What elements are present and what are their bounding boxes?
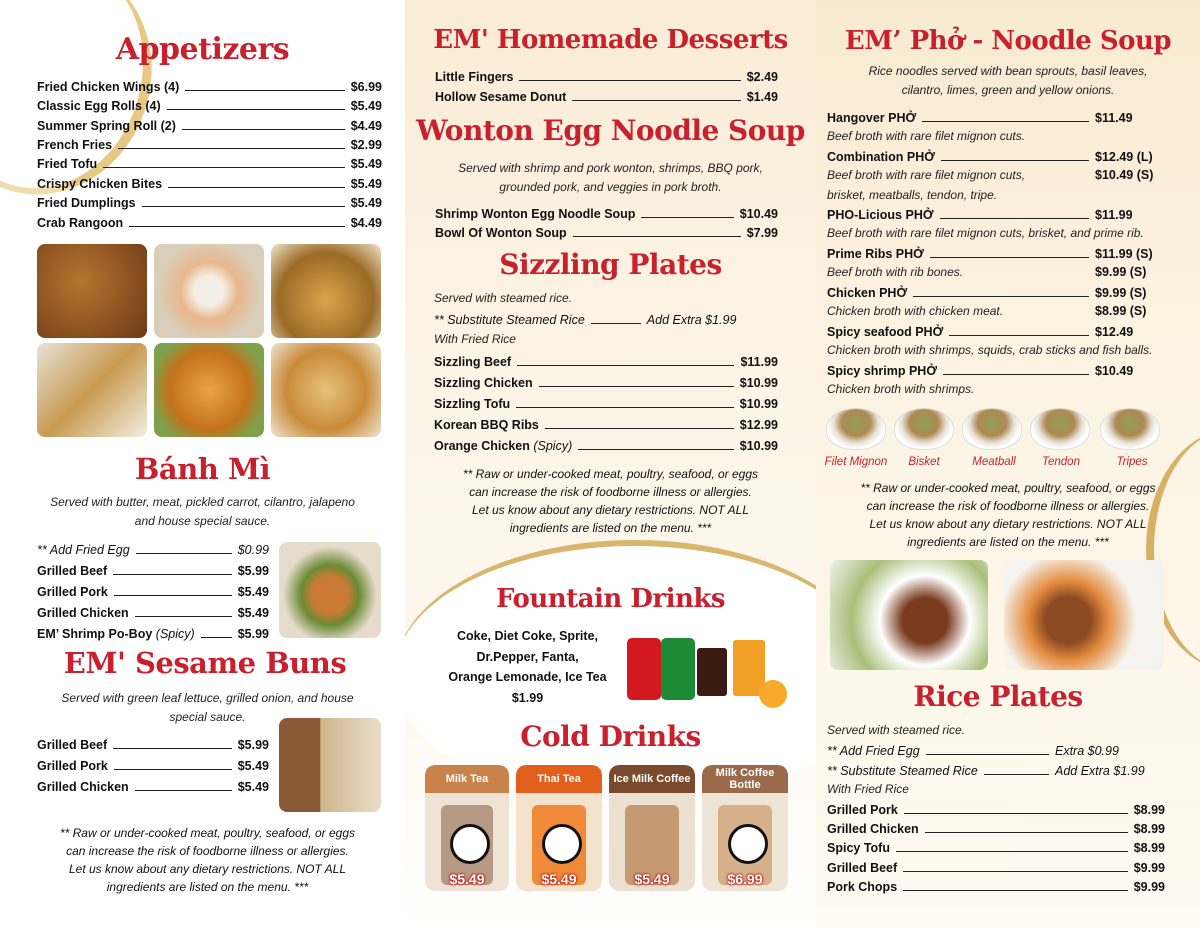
- menu-item: Sizzling Tofu $10.99: [434, 397, 778, 411]
- menu-item: Spicy Tofu $8.99: [827, 841, 1165, 855]
- menu-item: ** Substitute Steamed Rice Add Extra $1.99: [827, 764, 1145, 778]
- allergy-note: ** Raw or under-cooked meat, poultry, seafood, or eggs can increase the risk of foodborne illness or allergies. Let us know about any dietary restrictions. NOT ALL ingredients are listed on the menu. ***: [59, 826, 356, 894]
- menu-item: Prime Ribs PHỞ $11.99 (S): [827, 247, 1153, 261]
- pho-bowl-photo: [826, 408, 886, 450]
- menu-item: Pork Chops $9.99: [827, 880, 1165, 894]
- menu-item: Korean BBQ Ribs $12.99: [434, 418, 778, 432]
- menu-item-price: $8.99 (S): [1095, 304, 1147, 318]
- banh-mi-title: Bánh Mì: [134, 452, 271, 486]
- menu-item: ** Add Fried Egg $0.99: [37, 543, 269, 557]
- menu-item-price: $10.49 (S): [1095, 168, 1154, 182]
- rice-plate-photo: [830, 560, 988, 670]
- menu-item: Fried Chicken Wings (4) $6.99: [37, 80, 382, 94]
- item-description: Beef broth with rare filet mignon cuts, brisket, and prime rib.: [827, 226, 1144, 240]
- banh-mi-photo: [279, 542, 381, 638]
- menu-item: Grilled Pork $5.49: [37, 585, 269, 599]
- fountain-drinks-list: Coke, Diet Coke, Sprite, Dr.Pepper, Fanta, Orange Lemonade, Ice Tea $1.99: [448, 629, 607, 705]
- fried-dumplings-photo: [37, 343, 147, 437]
- sesame-buns-description: Served with green leaf lettuce, grilled onion, and house special sauce.: [61, 691, 354, 724]
- menu-item: Hangover PHỞ $11.49: [827, 111, 1133, 125]
- pho-bowl-photo: [894, 408, 954, 450]
- menu-item: Hollow Sesame Donut $1.49: [435, 90, 778, 104]
- menu-item: Grilled Chicken $5.49: [37, 780, 269, 794]
- pho-title: EM’ Phở - Noodle Soup: [844, 26, 1172, 56]
- menu-item: Grilled Chicken $5.49: [37, 606, 269, 620]
- item-description: Beef broth with rare filet mignon cuts,: [827, 168, 1026, 182]
- menu-item: Summer Spring Roll (2) $4.49: [37, 119, 382, 133]
- banh-mi-description: Served with butter, meat, pickled carrot, cilantro, jalapeno and house special sauce.: [50, 495, 355, 528]
- menu-item: Crispy Chicken Bites $5.49: [37, 177, 382, 191]
- menu-item: EM’ Shrimp Po-Boy (Spicy) $5.99: [37, 627, 269, 641]
- menu-item: Sizzling Beef $11.99: [434, 355, 778, 369]
- menu-item: PHO-Licious PHỞ $11.99: [827, 208, 1133, 222]
- menu-item: ** Substitute Steamed Rice Add Extra $1.99: [434, 313, 737, 327]
- left-panel: [0, 0, 405, 929]
- sesame-buns-photo: [279, 718, 381, 812]
- item-description: Beef broth with rare filet mignon cuts.: [827, 129, 1026, 143]
- drink-card-milk-tea: Milk Tea $5.49: [425, 765, 509, 891]
- pho-description: Rice noodles served with bean sprouts, basil leaves, cilantro, limes, green and yellow onions.: [868, 64, 1148, 97]
- menu-item: Grilled Pork $5.49: [37, 759, 269, 773]
- allergy-note: ** Raw or under-cooked meat, poultry, seafood, or eggs can increase the risk of foodborne illness or allergies. Let us know about any dietary restrictions. NOT ALL ingredients are listed on the menu. ***: [462, 467, 759, 535]
- sizzling-title: Sizzling Plates: [499, 248, 722, 281]
- item-description: brisket, meatballs, tendon, tripe.: [827, 188, 998, 202]
- item-description: Chicken broth with shrimps.: [827, 382, 975, 396]
- wonton-title: Wonton Egg Noodle Soup: [416, 114, 805, 147]
- rice-substitute-note: With Fried Rice: [827, 782, 909, 796]
- sesame-buns-title: EM' Sesame Buns: [63, 646, 347, 680]
- pho-bowl-photo: [1030, 408, 1090, 450]
- menu-item: Crab Rangoon $4.49: [37, 216, 382, 230]
- item-description: Chicken broth with shrimps, squids, crab sticks and fish balls.: [827, 343, 1153, 357]
- menu-item: Shrimp Wonton Egg Noodle Soup $10.49: [435, 207, 778, 221]
- menu-item: Chicken PHỞ $9.99 (S): [827, 286, 1147, 300]
- crab-rangoon-photo: [271, 343, 381, 437]
- menu-item: Grilled Beef $5.99: [37, 564, 269, 578]
- fountain-title: Fountain Drinks: [495, 584, 726, 614]
- dumplings-photo: [271, 244, 381, 338]
- menu-item: Grilled Chicken $8.99: [827, 822, 1165, 836]
- sizzling-description: Served with steamed rice.: [434, 291, 573, 305]
- menu-item: Little Fingers $2.49: [435, 70, 778, 84]
- soda-cans-photo: [623, 624, 795, 708]
- item-description: Chicken broth with chicken meat.: [827, 304, 1004, 318]
- menu-item: Fried Tofu $5.49: [37, 157, 382, 171]
- allergy-note: ** Raw or under-cooked meat, poultry, seafood, or eggs can increase the risk of foodborne illness or allergies. Let us know about any dietary restrictions. NOT ALL ingredients are listed on the menu. ***: [860, 481, 1156, 549]
- cold-drinks-title: Cold Drinks: [520, 720, 701, 753]
- menu-item: Grilled Beef $9.99: [827, 861, 1165, 875]
- spring-roll-photo: [154, 244, 264, 338]
- chicken-wings-photo: [37, 244, 147, 338]
- menu-item: Fried Dumplings $5.49: [37, 196, 382, 210]
- sizzling-substitute-note: With Fried Rice: [434, 332, 516, 346]
- menu-item: Sizzling Chicken $10.99: [434, 376, 778, 390]
- cut-label: Tripes: [1116, 456, 1148, 468]
- pho-bowl-photo: [1100, 408, 1160, 450]
- menu-item: Spicy shrimp PHỞ $10.49: [827, 364, 1134, 378]
- menu-item: ** Add Fried Egg Extra $0.99: [827, 744, 1119, 758]
- appetizers-title: Appetizers: [115, 32, 290, 67]
- rice-plate-photo: [1004, 560, 1164, 670]
- drink-card-milk-coffee-bottle: Milk Coffee Bottle $6.99: [702, 765, 788, 891]
- drink-card-thai-tea: Thai Tea $5.49: [516, 765, 602, 891]
- cut-label: Meatball: [972, 456, 1016, 468]
- rice-description: Served with steamed rice.: [827, 723, 966, 737]
- wonton-description: Served with shrimp and pork wonton, shrimps, BBQ pork, grounded pork, and veggies in pork broth.: [458, 161, 763, 194]
- menu-item: Combination PHỞ $12.49 (L): [827, 150, 1153, 164]
- right-panel: [816, 0, 1200, 929]
- cut-label: Filet Mignon: [824, 456, 888, 468]
- pho-bowl-photo: [962, 408, 1022, 450]
- middle-panel: [405, 0, 816, 929]
- item-description: Beef broth with rib bones.: [827, 265, 964, 279]
- drink-card-ice-milk-coffee: Ice Milk Coffee $5.49: [609, 765, 695, 891]
- menu-item: Classic Egg Rolls (4) $5.49: [37, 99, 382, 113]
- menu-item: Spicy seafood PHỞ $12.49: [827, 325, 1134, 339]
- menu-item: Orange Chicken (Spicy) $10.99: [434, 439, 778, 453]
- menu-item: French Fries $2.99: [37, 138, 382, 152]
- menu-item-price: $9.99 (S): [1095, 265, 1147, 279]
- menu-item: Grilled Pork $8.99: [827, 803, 1165, 817]
- cut-label: Bisket: [908, 456, 940, 468]
- cut-label: Tendon: [1042, 456, 1080, 468]
- menu-item: Grilled Beef $5.99: [37, 738, 269, 752]
- menu-item: Bowl Of Wonton Soup $7.99: [435, 226, 778, 240]
- rice-plates-title: Rice Plates: [913, 680, 1083, 713]
- desserts-title: EM' Homemade Desserts: [433, 25, 788, 55]
- egg-rolls-photo: [154, 343, 264, 437]
